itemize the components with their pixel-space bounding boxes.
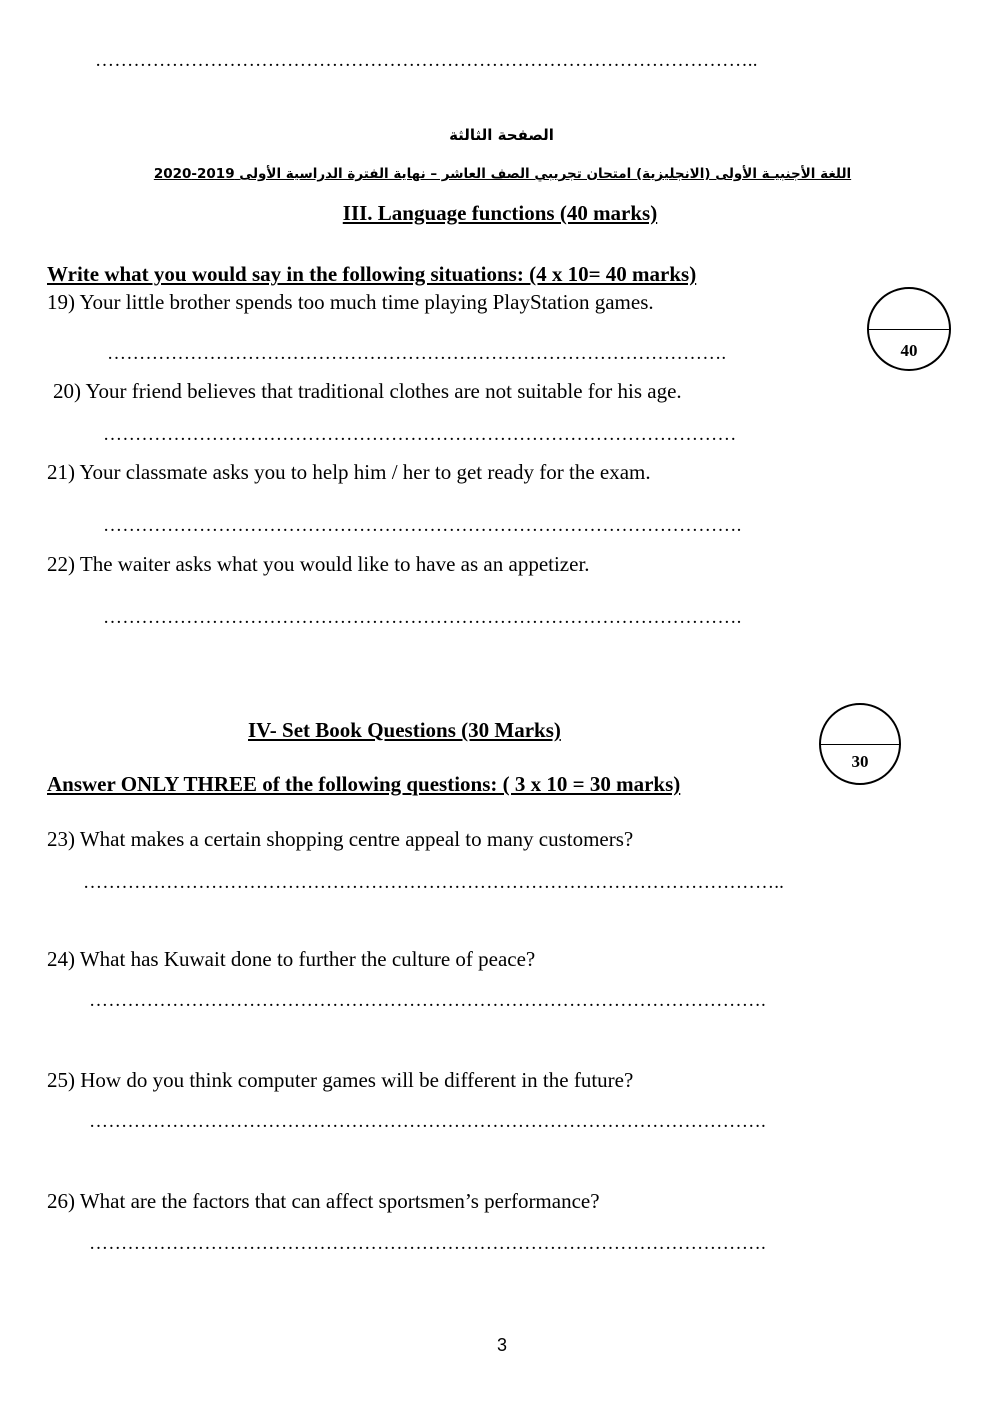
section-3-instruction: Write what you would say in the following situations: (4 x 10= 40 marks) — [47, 262, 697, 286]
answer-line-20[interactable]: ……………………………………………………………………………………… — [103, 424, 737, 445]
question-23: 23) What makes a certain shopping centre appeal to many customers? — [47, 827, 634, 851]
top-answer-line: ………………………………………………………………………………………….. — [95, 50, 758, 71]
section-3-score-circle — [867, 287, 951, 371]
question-25: 25) How do you think computer games will be different in the future? — [47, 1068, 634, 1092]
question-26: 26) What are the factors that can affect sportsmen’s performance? — [47, 1189, 600, 1213]
section-3-score: 40 — [900, 341, 918, 360]
page-number: 3 — [496, 1335, 507, 1355]
section-4-instruction: Answer ONLY THREE of the following questions: ( 3 x 10 = 30 marks) — [47, 772, 681, 796]
answer-line-22[interactable]: ………………………………………………………………………………………. — [103, 607, 742, 628]
question-19: 19) Your little brother spends too much time playing PlayStation games. — [47, 290, 654, 314]
answer-line-23[interactable]: ……………………………………………………………………………………………….. — [83, 872, 785, 893]
answer-line-25[interactable]: ……………………………………………………………………………………………. — [89, 1111, 766, 1132]
question-21: 21) Your classmate asks you to help him / her to get ready for the exam. — [47, 460, 651, 484]
section-4-title: IV- Set Book Questions (30 Marks) — [248, 718, 561, 742]
section-3-title: III. Language functions (40 marks) — [342, 201, 658, 225]
question-22: 22) The waiter asks what you would like to have as an appetizer. — [47, 552, 590, 576]
answer-line-19[interactable]: ……………………………………………………………………………………. — [107, 343, 727, 364]
exam-subtitle-arabic: اللغة الأجنبيـة الأولى (الانجليزية) امتحان تجريبي الصف العاشر – نهاية الفترة الدراسية الأولى 2019-2020 — [153, 166, 852, 182]
section-4-score-circle — [819, 703, 901, 785]
page-label-arabic: الصفحة الثالثة — [449, 126, 554, 144]
section-4-score: 30 — [851, 752, 869, 771]
answer-line-21[interactable]: ………………………………………………………………………………………. — [103, 515, 742, 536]
answer-line-24[interactable]: ……………………………………………………………………………………………. — [89, 990, 766, 1011]
question-20: 20) Your friend believes that traditional clothes are not suitable for his age. — [53, 379, 682, 403]
question-24: 24) What has Kuwait done to further the culture of peace? — [47, 947, 536, 971]
answer-line-26[interactable]: ……………………………………………………………………………………………. — [89, 1233, 766, 1254]
